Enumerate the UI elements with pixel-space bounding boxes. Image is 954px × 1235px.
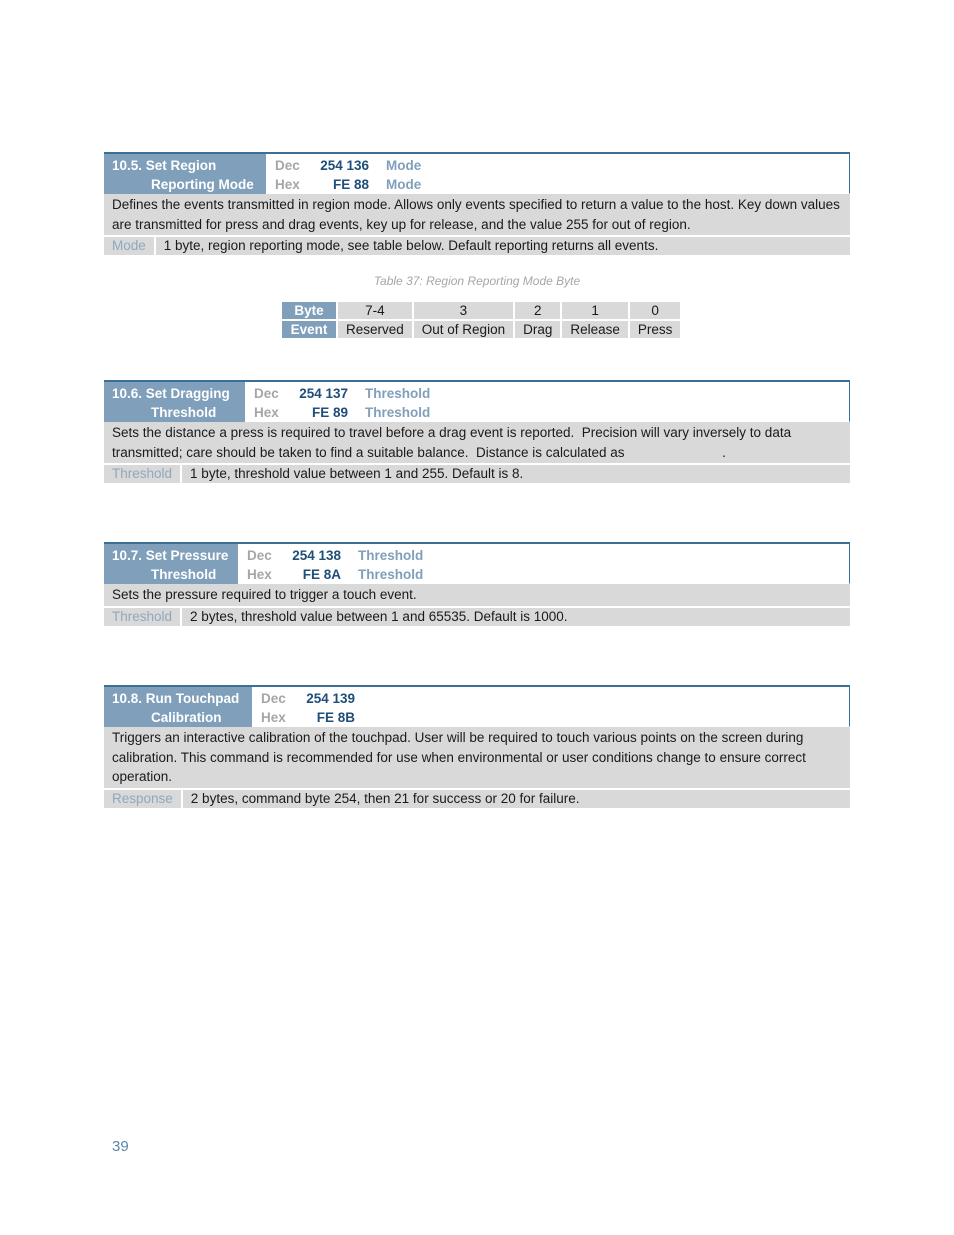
parameter-row bbox=[104, 463, 850, 483]
dec-param: Threshold bbox=[358, 548, 424, 563]
table-cell: Out of Region bbox=[413, 320, 514, 339]
command-codes bbox=[252, 687, 850, 727]
hex-param: Threshold bbox=[365, 405, 431, 420]
section-title-line1: 10.6. Set Dragging bbox=[112, 386, 230, 401]
table-header-event: Event bbox=[281, 320, 337, 339]
parameter-name: Response bbox=[104, 790, 183, 808]
section-title-line2: Threshold bbox=[151, 567, 217, 582]
section-title-line1: 10.7. Set Pressure bbox=[112, 548, 229, 563]
dec-value: 254 138 bbox=[292, 548, 341, 563]
parameter-row bbox=[104, 606, 850, 626]
section-title-line1: 10.5. Set Region bbox=[112, 158, 217, 173]
command-section-10-8 bbox=[104, 685, 850, 808]
parameter-description: 1 byte, threshold value between 1 and 255. Default is 8. bbox=[190, 466, 524, 481]
hex-label: Hex bbox=[247, 567, 272, 582]
command-section-10-6 bbox=[104, 380, 850, 483]
dec-label: Dec bbox=[261, 691, 286, 706]
parameter-description: 2 bytes, command byte 254, then 21 for success or 20 for failure. bbox=[190, 790, 580, 806]
table-cell: 0 bbox=[629, 301, 682, 320]
parameter-row bbox=[104, 788, 850, 808]
section-title-line2: Reporting Mode bbox=[151, 177, 254, 192]
parameter-name: Threshold bbox=[104, 608, 182, 626]
hex-value: FE 8A bbox=[302, 567, 341, 582]
table-cell: 7-4 bbox=[337, 301, 413, 320]
section-title-line2: Calibration bbox=[151, 710, 222, 725]
table-cell: Release bbox=[561, 320, 629, 339]
section-title-line1: 10.8. Run Touchpad bbox=[112, 691, 240, 706]
hex-value: FE 89 bbox=[311, 405, 348, 420]
hex-label: Hex bbox=[261, 710, 286, 725]
command-section-10-7 bbox=[104, 542, 850, 626]
hex-value: FE 88 bbox=[332, 177, 369, 192]
dec-label: Dec bbox=[275, 158, 300, 173]
hex-value: FE 8B bbox=[316, 710, 355, 725]
parameter-description: 2 bytes, threshold value between 1 and 65535. Default is 1000. bbox=[190, 608, 568, 624]
table-cell: 3 bbox=[413, 301, 514, 320]
table-cell: Drag bbox=[514, 320, 561, 339]
hex-param: Mode bbox=[386, 177, 422, 192]
table-cell: Reserved bbox=[337, 320, 413, 339]
command-section-10-5 bbox=[104, 152, 850, 255]
parameter-name: Mode bbox=[104, 237, 156, 255]
table-cell: Press bbox=[629, 320, 682, 339]
section-description: Sets the distance a press is required to travel before a drag event is reported. Precision will vary inversely to data transmitted; care should be taken to find a suitable balance. Distance is calculated as . bbox=[104, 422, 850, 463]
parameter-description: 1 byte, region reporting mode, see table below. Default reporting returns all events. bbox=[163, 238, 659, 253]
section-description: Defines the events transmitted in region mode. Allows only events specified to return a value to the host. Key down values are transmitted for press and drag events, key up for release, and the value 255 for out of region. bbox=[104, 194, 850, 235]
parameter-name: Threshold bbox=[104, 465, 182, 483]
section-title bbox=[104, 154, 266, 194]
hex-label: Hex bbox=[254, 405, 279, 420]
dec-value: 254 136 bbox=[320, 158, 369, 173]
section-title-line2: Threshold bbox=[151, 405, 217, 420]
table-row-byte bbox=[281, 301, 681, 320]
table-row-event bbox=[281, 320, 681, 339]
dec-value: 254 139 bbox=[306, 691, 355, 706]
parameter-row bbox=[104, 235, 850, 255]
table-cell: 1 bbox=[561, 301, 629, 320]
page-number: 39 bbox=[112, 1138, 129, 1155]
section-title bbox=[104, 687, 252, 727]
section-description: Triggers an interactive calibration of the touchpad. User will be required to touch various points on the screen during calibration. This command is recommended for use when environmental or user conditions change to ensure correct operation. bbox=[104, 727, 850, 788]
region-reporting-table bbox=[280, 300, 682, 340]
dec-param: Threshold bbox=[365, 386, 431, 401]
table-header-byte: Byte bbox=[281, 301, 337, 320]
hex-param: Threshold bbox=[358, 567, 424, 582]
command-codes bbox=[245, 382, 850, 422]
dec-param: Mode bbox=[386, 158, 422, 173]
section-description: Sets the pressure required to trigger a touch event. bbox=[104, 584, 850, 606]
command-codes bbox=[266, 154, 850, 194]
command-codes bbox=[238, 544, 850, 584]
section-title bbox=[104, 544, 238, 584]
dec-value: 254 137 bbox=[299, 386, 348, 401]
section-title bbox=[104, 382, 245, 422]
dec-label: Dec bbox=[254, 386, 279, 401]
dec-label: Dec bbox=[247, 548, 272, 563]
table-caption: Table 37: Region Reporting Mode Byte bbox=[373, 274, 581, 288]
hex-label: Hex bbox=[275, 177, 300, 192]
table-cell: 2 bbox=[514, 301, 561, 320]
